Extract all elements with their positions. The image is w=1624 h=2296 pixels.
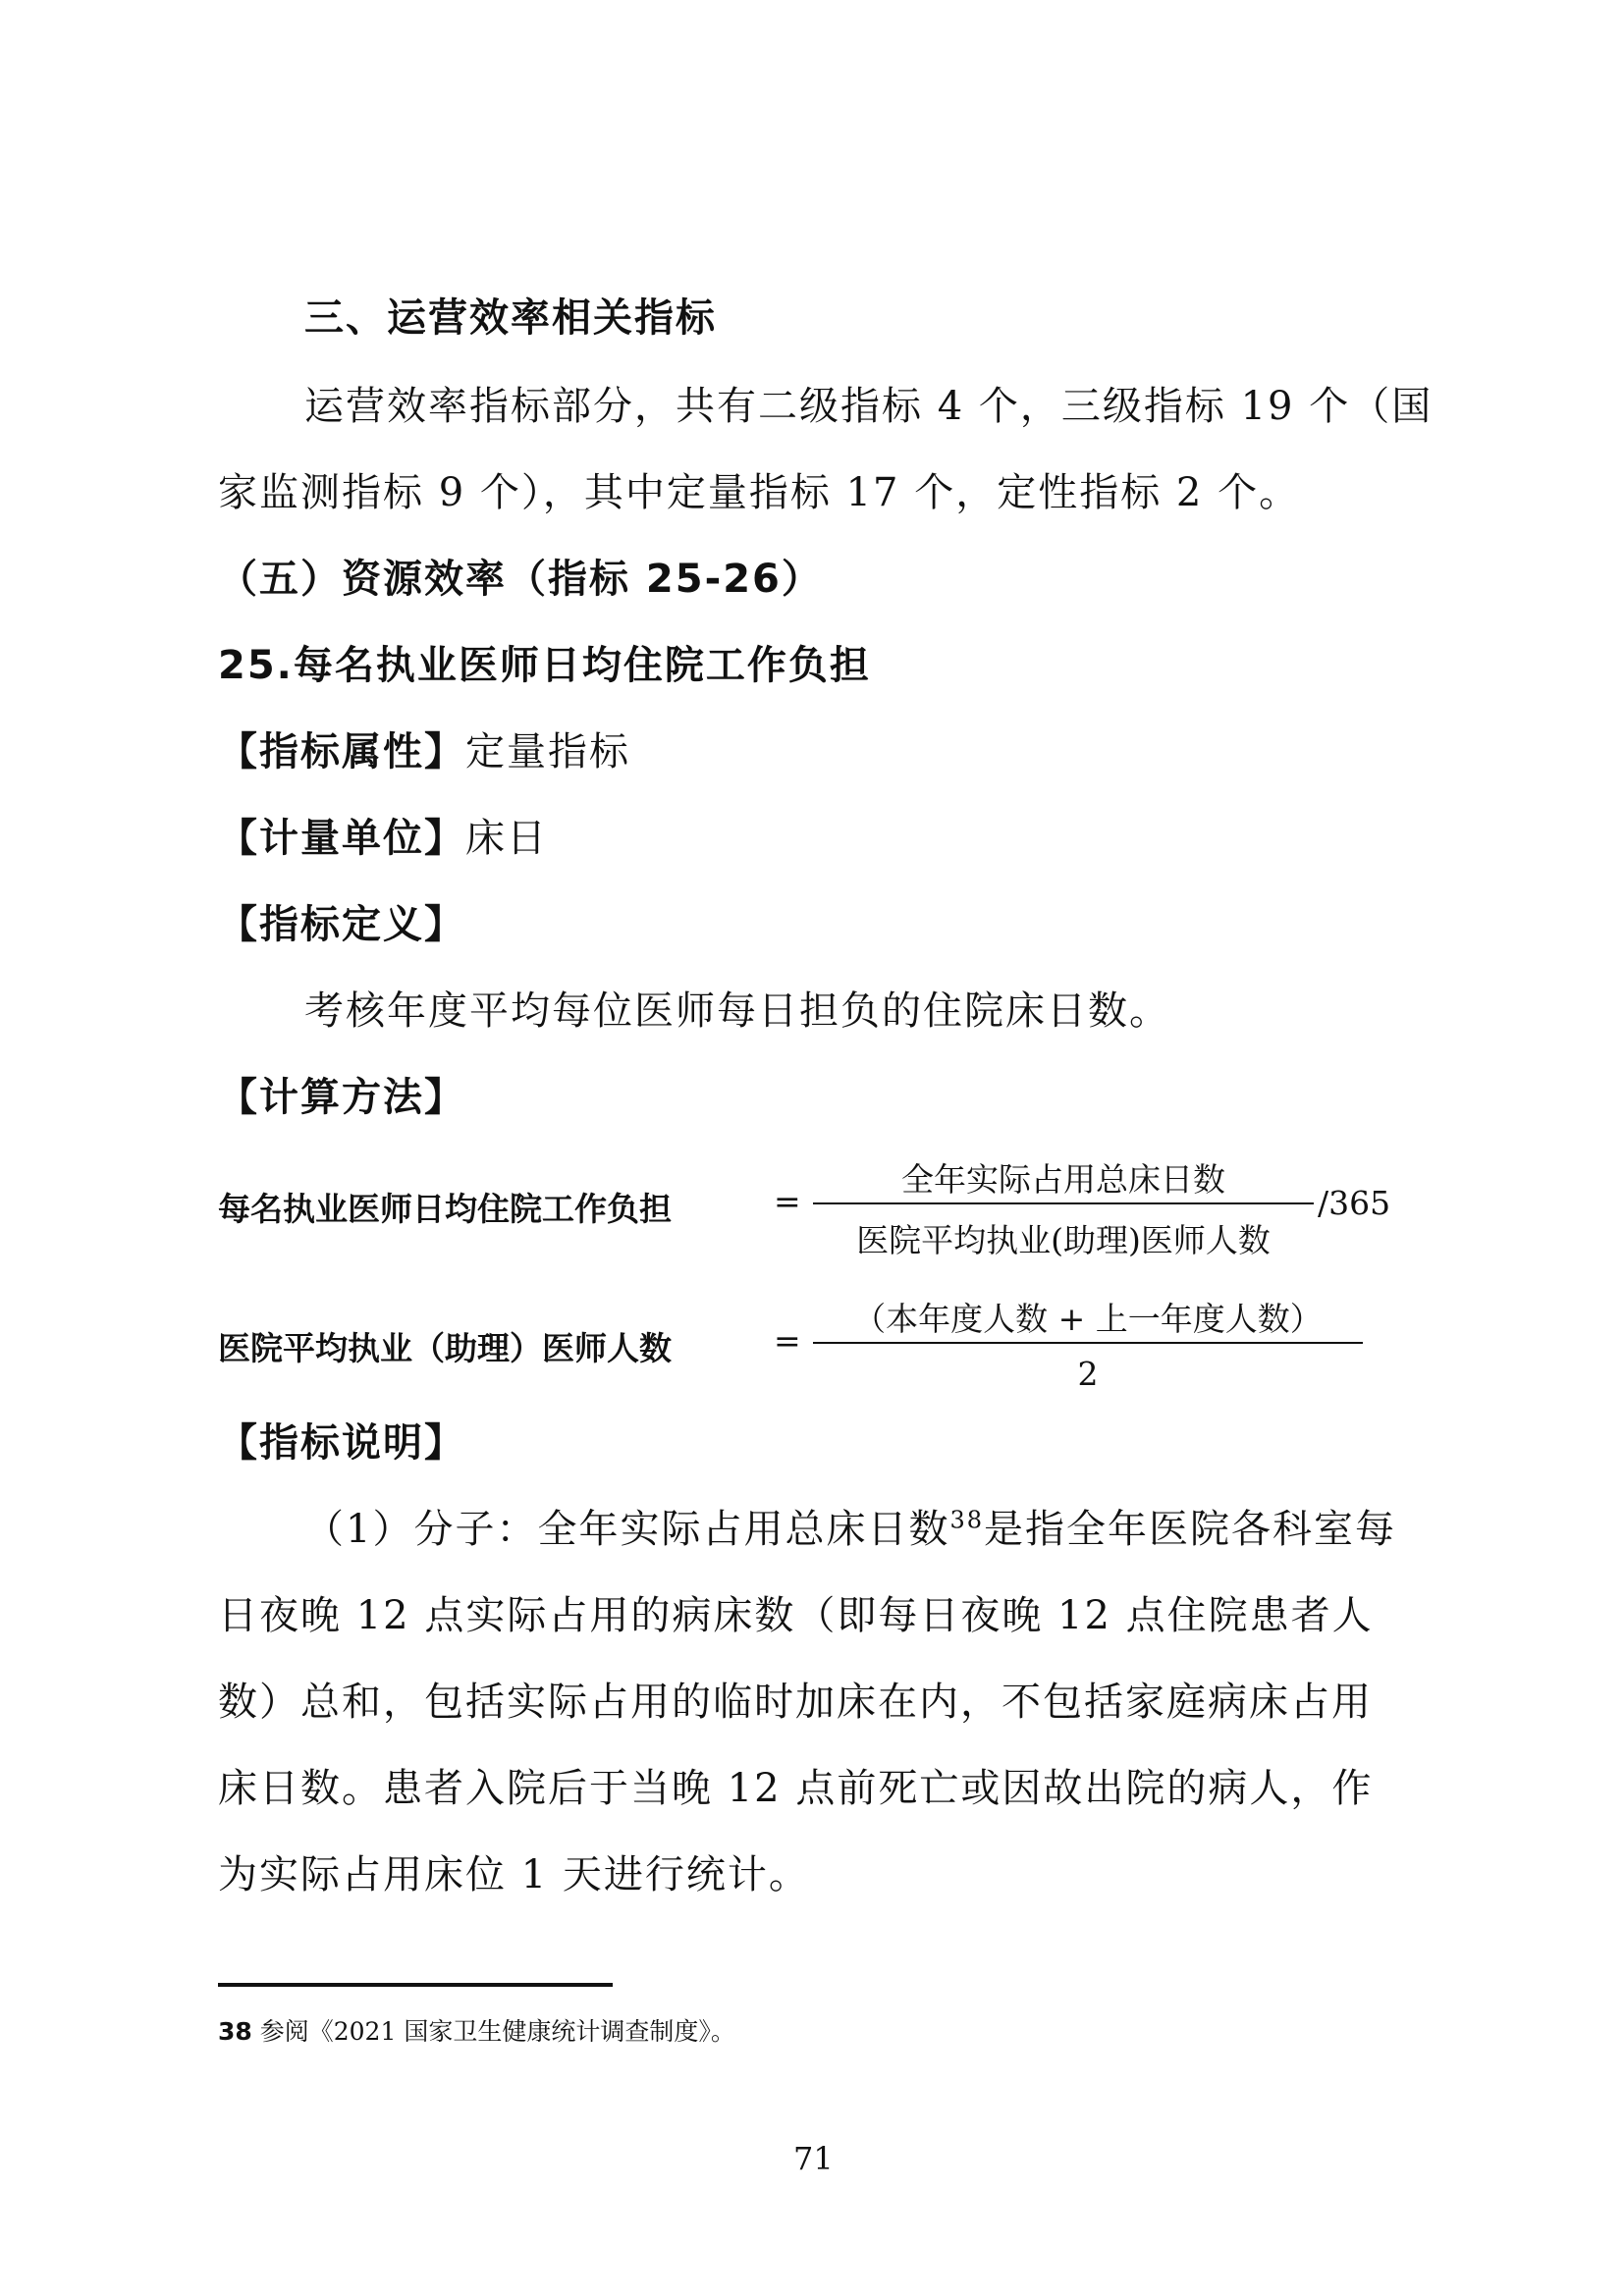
section-heading: 三、运营效率相关指标	[304, 295, 717, 341]
unit-label: 【计量单位】	[218, 816, 465, 861]
formula2-lhs: 医院平均执业（助理）医师人数	[218, 1329, 672, 1367]
formula2-numerator: （本年度人数 + 上一年度人数）	[853, 1300, 1323, 1338]
formula2-equals: =	[774, 1321, 801, 1360]
explanation-line-1-after: 是指全年医院各科室每	[984, 1507, 1396, 1552]
footnote-number: 38	[218, 2017, 252, 2046]
attribute-label: 【指标属性】	[218, 729, 465, 774]
formula2-fraction-line	[813, 1342, 1363, 1344]
explanation-label: 【指标说明】	[218, 1420, 465, 1466]
formula1-equals: =	[774, 1182, 801, 1220]
explanation-line-3: 数）总和，包括实际占用的临时加床在内，不包括家庭病床占用	[218, 1680, 1373, 1725]
attribute-value: 定量指标	[465, 729, 630, 774]
explanation-line-4: 床日数。患者入院后于当晚 12 点前死亡或因故出院的病人，作	[218, 1766, 1374, 1811]
formula1-suffix: /365	[1318, 1184, 1391, 1222]
formula1-fraction-line	[813, 1202, 1314, 1204]
intro-line-2: 家监测指标 9 个），其中定量指标 17 个，定性指标 2 个。	[218, 470, 1301, 515]
intro-line-1: 运营效率指标部分，共有二级指标 4 个，三级指标 19 个（国	[304, 384, 1434, 429]
definition-label: 【指标定义】	[218, 902, 465, 947]
explanation-line-2: 日夜晚 12 点实际占用的病床数（即每日夜晚 12 点住院患者人	[218, 1593, 1374, 1638]
footnote-ref: 38	[949, 1506, 984, 1534]
formula1-numerator: 全年实际占用总床日数	[901, 1160, 1225, 1199]
indicator-attribute	[218, 721, 630, 776]
formula2-denominator: 2	[1077, 1355, 1099, 1393]
method-label: 【计算方法】	[218, 1075, 465, 1120]
indicator-title: 25.每名执业医师日均住院工作负担	[218, 643, 871, 688]
explanation-line-5: 为实际占用床位 1 天进行统计。	[218, 1852, 810, 1897]
subsection-heading: （五）资源效率（指标 25-26）	[218, 557, 823, 602]
formula1-lhs: 每名执业医师日均住院工作负担	[218, 1190, 672, 1228]
measurement-unit	[218, 807, 548, 863]
definition-text: 考核年度平均每位医师每日担负的住院床日数。	[304, 988, 1170, 1034]
formula1-denominator: 医院平均执业(助理)医师人数	[856, 1221, 1271, 1259]
footnote	[218, 2012, 735, 2048]
footnote-separator	[218, 1983, 613, 1987]
page-number: 71	[793, 2140, 834, 2177]
unit-value: 床日	[465, 816, 548, 861]
explanation-line-1	[304, 1498, 1396, 1554]
footnote-text: 参阅《2021 国家卫生健康统计调查制度》。	[259, 2017, 735, 2046]
explanation-line-1-before: （1）分子：全年实际占用总床日数	[304, 1507, 950, 1552]
